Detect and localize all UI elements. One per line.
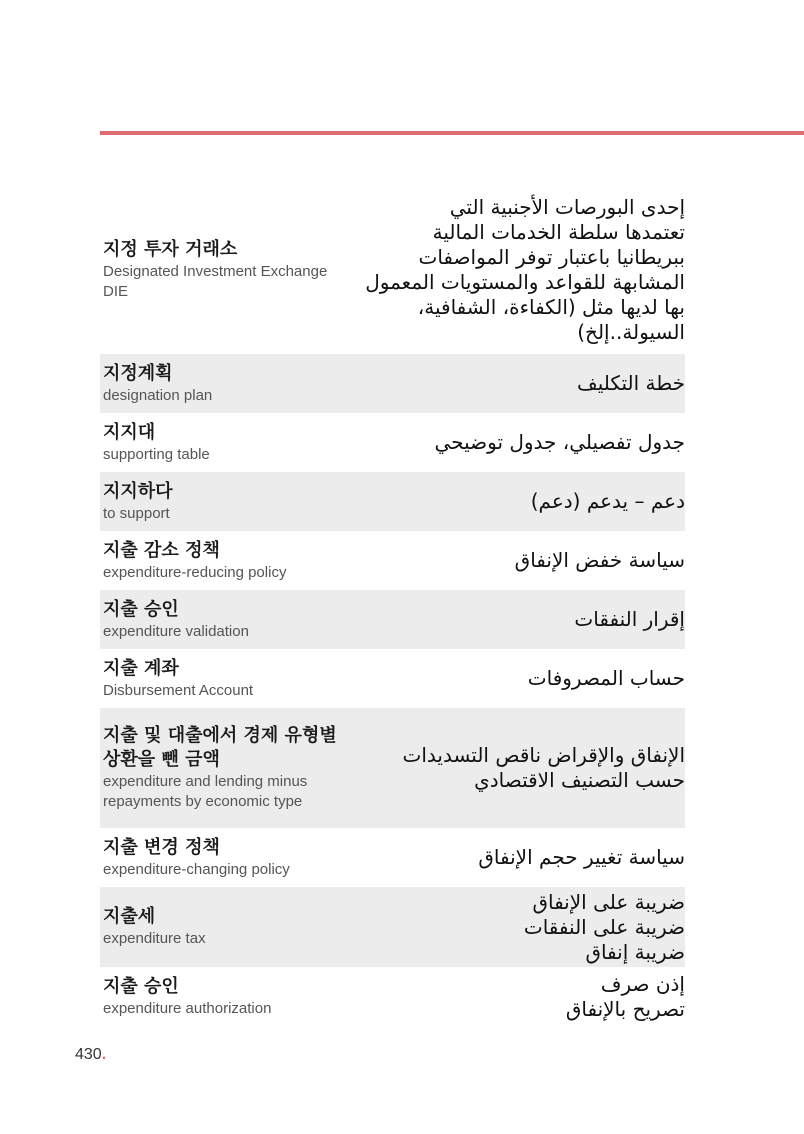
term-cell	[103, 598, 249, 642]
term-cell	[103, 657, 253, 701]
glossary-row	[100, 967, 685, 1027]
glossary-row	[100, 887, 685, 967]
arabic-line: المشابهة للقواعد والمستويات المعمول	[365, 270, 685, 294]
arabic-translation	[212, 371, 685, 396]
term-cell	[103, 836, 290, 880]
arabic-translation	[253, 666, 685, 691]
english-term: Designated Investment Exchange DIE	[103, 263, 328, 300]
glossary-row	[100, 413, 685, 472]
arabic-line: ضريبة على الإنفاق	[532, 889, 685, 914]
korean-term: 지출 승인	[103, 976, 179, 997]
english-term: expenditure authorization	[103, 1000, 272, 1017]
korean-term: 지정 투자 거래소	[103, 239, 238, 260]
arabic-line: حساب المصروفات	[527, 666, 685, 690]
english-term: expenditure and lending minus repayments by economic type	[103, 773, 308, 810]
korean-term: 지출 변경 정책	[103, 836, 220, 858]
arabic-line: تعتمدها سلطة الخدمات المالية	[432, 220, 685, 244]
english-term: expenditure tax	[103, 930, 206, 947]
arabic-translation	[290, 845, 685, 870]
arabic-line: جدول تفصيلي، جدول توضيحي	[434, 430, 685, 454]
term-cell	[103, 724, 348, 812]
english-term: supporting table	[103, 445, 210, 463]
arabic-translation	[286, 548, 685, 573]
arabic-line: ضريبة إنفاق	[585, 939, 685, 964]
glossary-row	[100, 354, 685, 413]
term-cell	[103, 362, 212, 406]
arabic-line: بها لديها مثل (الكفاءة، الشفافية،	[417, 295, 685, 319]
page-number	[75, 1046, 106, 1064]
arabic-translation	[271, 972, 685, 1022]
english-term: designation plan	[103, 386, 213, 404]
arabic-line: خطة التكليف	[577, 371, 685, 395]
arabic-line: ضريبة على النفقات	[523, 914, 685, 939]
english-term: expenditure-reducing policy	[103, 563, 287, 581]
arabic-line: دعم – يدعم (دعم)	[530, 489, 685, 513]
glossary-row	[100, 649, 685, 708]
page-number-dot: .	[101, 1046, 107, 1063]
arabic-translation	[353, 195, 685, 345]
top-accent-rule	[100, 131, 804, 135]
korean-term: 지출 및 대출에서 경제 유형별 상환을 뺀 금액	[103, 725, 337, 770]
arabic-line: حسب التصنيف الاقتصادي	[474, 768, 685, 792]
english-term: expenditure-changing policy	[103, 860, 290, 878]
korean-term: 지출 계좌	[103, 657, 179, 679]
glossary-row	[100, 590, 685, 649]
arabic-line: إذن صرف	[600, 972, 685, 996]
term-cell	[103, 905, 206, 949]
arabic-translation	[206, 890, 685, 965]
glossary-row	[100, 531, 685, 590]
arabic-translation	[348, 743, 685, 793]
arabic-translation	[173, 489, 685, 514]
arabic-line: سياسة تغيير حجم الإنفاق	[478, 845, 685, 869]
term-cell	[103, 975, 271, 1019]
page-number-value: 430	[75, 1046, 102, 1063]
arabic-line: ببريطانيا باعتبار توفر المواصفات	[418, 245, 685, 269]
term-cell	[103, 539, 286, 583]
glossary-row	[100, 708, 685, 828]
english-term: to support	[103, 504, 170, 522]
glossary-row	[100, 186, 685, 354]
term-cell	[103, 238, 353, 302]
arabic-line: تصريح بالإنفاق	[565, 997, 685, 1021]
korean-term: 지정계획	[103, 362, 173, 384]
term-cell	[103, 421, 210, 465]
korean-term: 지출 승인	[103, 598, 179, 620]
arabic-translation	[249, 607, 685, 632]
english-term: expenditure validation	[103, 622, 249, 640]
korean-term: 지출세	[103, 906, 156, 927]
arabic-line: إحدى البورصات الأجنبية التي	[449, 195, 685, 219]
arabic-line: السيولة..إلخ)	[577, 320, 685, 344]
english-term: Disbursement Account	[103, 681, 254, 699]
term-cell	[103, 480, 173, 524]
korean-term: 지지하다	[103, 480, 173, 502]
korean-term: 지출 감소 정책	[103, 539, 220, 561]
glossary-row	[100, 828, 685, 887]
arabic-line: إقرار النفقات	[574, 607, 685, 631]
korean-term: 지지대	[103, 421, 156, 443]
arabic-line: سياسة خفض الإنفاق	[514, 548, 685, 572]
glossary-table	[100, 186, 685, 1027]
glossary-row	[100, 472, 685, 531]
arabic-line: الإنفاق والإقراض ناقص التسديدات	[402, 743, 685, 767]
arabic-translation	[210, 430, 685, 455]
